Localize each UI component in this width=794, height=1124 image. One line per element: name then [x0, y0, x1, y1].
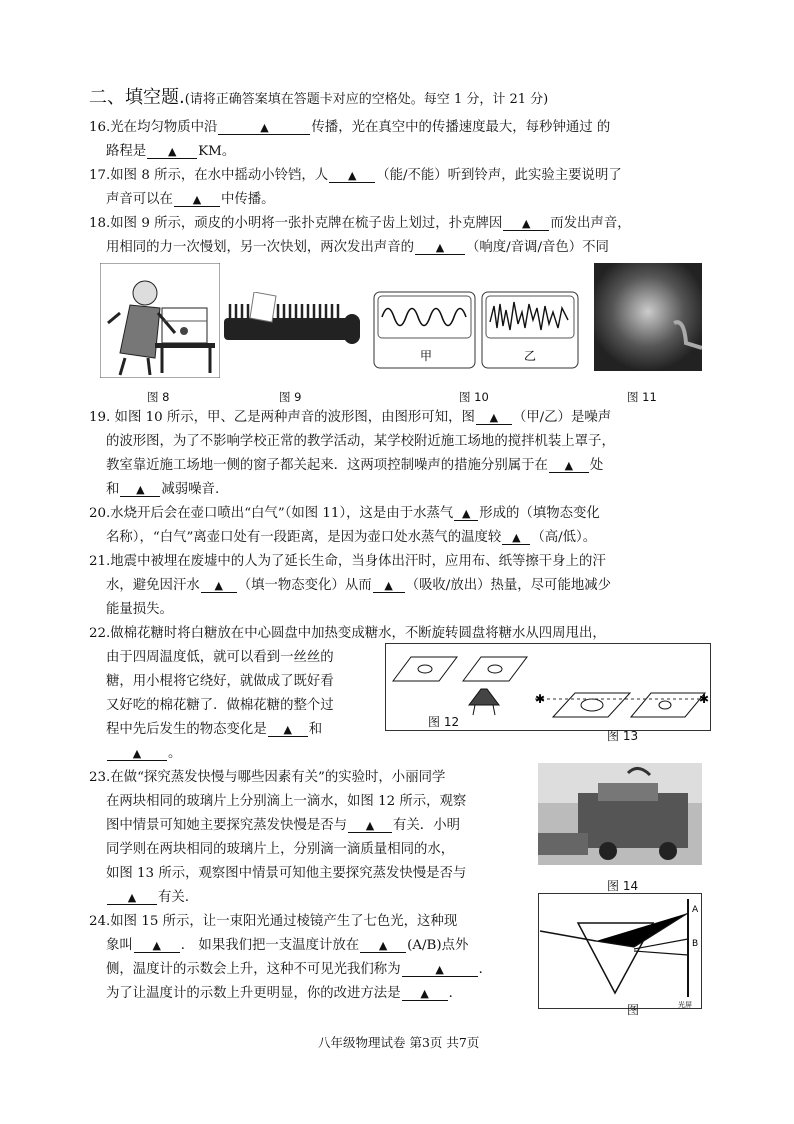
answer-blank — [329, 169, 375, 183]
blank-marker: ▲ — [192, 193, 202, 206]
figure-14-image — [538, 763, 702, 865]
figure-12-caption: 图 12 — [428, 715, 460, 729]
question-24-line-3 — [106, 963, 492, 977]
answer-blank — [360, 939, 406, 953]
wave-label-yi: 乙 — [524, 349, 537, 363]
question-18-line-2 — [106, 241, 609, 255]
q19-text: 19. 如图 10 所示，甲、乙是两种声音的波形图，由图形可知，图 — [89, 410, 475, 425]
question-20-line-2 — [106, 531, 596, 545]
blank-marker: ▲ — [127, 891, 137, 904]
q18-text: 而发出声音， — [550, 216, 631, 231]
q20-text: 名称），“白气”离壶口处有一段距离，是因为壶口处水蒸气的温度较 — [106, 530, 502, 545]
blank-marker: ▲ — [167, 145, 177, 158]
answer-blank — [107, 891, 157, 905]
q21-text: 21.地震中被埋在废墟中的人为了延长生命，当身体出汗时，应用布、纸等擦干身上的汗 — [89, 554, 606, 569]
answer-blank — [348, 819, 392, 833]
q18-text: 用相同的力一次慢划，另一次快划，两次发出声音的 — [106, 240, 414, 255]
screen-label: 光屏 — [678, 1001, 692, 1009]
blank-marker: ▲ — [214, 579, 223, 592]
question-19-line-3 — [106, 459, 603, 473]
answer-blank — [201, 579, 237, 593]
answer-blank — [503, 217, 549, 231]
blank-marker: ▲ — [564, 459, 574, 472]
q17-text: 声音可以在 — [106, 192, 173, 207]
q18-text: 18.如图 9 所示，顽皮的小明将一张扑克牌在梳子齿上划过，扑克牌因 — [89, 216, 503, 231]
answer-blank — [402, 987, 448, 1001]
q16-text: 16.光在均匀物质中沿 — [89, 120, 218, 135]
question-19-line-2 — [106, 435, 615, 448]
blank-marker: ▲ — [260, 121, 269, 134]
q21-text: 水，避免因汗水 — [106, 578, 200, 593]
figure-11-caption: 图 11 — [627, 390, 657, 404]
q17-text: （能/不能）听到铃声，此实验主要说明了 — [376, 168, 622, 183]
question-24-line-1 — [89, 915, 457, 928]
blank-marker: ▲ — [462, 507, 471, 520]
q23-text: 23.在做“探究蒸发快慢与哪些因素有关”的实验时，小丽同学 — [89, 770, 446, 785]
answer-blank — [549, 459, 589, 473]
q24-text: 为了让温度计的示数上升更明显，你的改进方法是 — [106, 986, 401, 1001]
answer-blank — [476, 411, 512, 425]
q17-text: 中传播。 — [220, 192, 275, 207]
figure-15-image — [538, 893, 702, 1009]
q16-text: 路程是 — [106, 144, 147, 159]
q23-text: 在两块相同的玻璃片上分别滴上一滴水，如图 12 所示，观察 — [106, 794, 467, 809]
question-17-line-2 — [106, 193, 275, 207]
question-23-line-1 — [89, 771, 445, 784]
figure-10-caption: 图 10 — [459, 390, 489, 404]
q18-text: （响度/音调/音色）不同 — [465, 240, 609, 255]
blank-marker: ▲ — [365, 819, 375, 832]
q24-text: (A/B)点外 — [407, 938, 469, 953]
answer-blank — [107, 747, 167, 761]
question-22-line-6 — [106, 747, 181, 761]
figure-15-caption: 图 — [627, 1003, 640, 1017]
question-21-line-2 — [106, 579, 611, 593]
answer-blank — [147, 145, 197, 159]
question-22-line-2 — [106, 651, 334, 664]
wave-label-jia: 甲 — [420, 349, 433, 363]
q24-text: 24.如图 15 所示，让一束阳光通过棱镜产生了七色光，这种现 — [89, 914, 458, 929]
answer-blank — [415, 241, 465, 255]
figure-8-image — [100, 263, 220, 378]
q16-text: 传播，光在真空中的传播速度最大，每秒钟通过 的 — [311, 120, 611, 135]
blank-marker: ▲ — [136, 483, 145, 496]
question-21-line-1 — [89, 555, 606, 568]
q19-text: 和 — [106, 482, 120, 497]
q19-text: （甲/乙）是噪声 — [512, 410, 612, 425]
q19-text: 处 — [589, 458, 604, 473]
svg-text:✱: ✱ — [699, 692, 710, 706]
q21-text: 能量损失。 — [106, 602, 173, 617]
blank-marker: ▲ — [522, 217, 531, 230]
answer-blank — [218, 121, 310, 135]
q24-text: 象叫 — [106, 938, 133, 953]
question-17-line-1 — [89, 169, 622, 183]
page-footer: 八年级物理试卷 第3页 共7页 — [318, 1035, 480, 1050]
figure-8-caption: 图 8 — [147, 390, 170, 404]
blank-marker: ▲ — [420, 987, 429, 1000]
point-b-label: B — [692, 939, 699, 949]
blank-marker: ▲ — [435, 241, 445, 254]
question-18-line-1 — [89, 217, 631, 231]
figure-14-caption: 图 14 — [607, 879, 639, 893]
question-24-line-2 — [106, 939, 468, 953]
section-heading — [89, 89, 548, 107]
q22-text: 和 — [308, 722, 323, 737]
answer-blank — [502, 531, 530, 545]
q17-text: 17.如图 8 所示，在水中摇动小铃铛，人 — [89, 168, 329, 183]
question-23-line-6 — [106, 891, 189, 905]
question-19-line-4 — [106, 483, 219, 497]
question-23-line-3 — [106, 819, 460, 833]
answer-blank — [268, 723, 308, 737]
q22-text: 。 — [168, 746, 182, 761]
q19-text: 的波形图，为了不影响学校正常的教学活动，某学校附近施工场地的搅拌机装上罩子， — [106, 434, 615, 449]
question-22-line-1 — [89, 627, 606, 640]
question-16-line-1 — [89, 121, 610, 135]
q24-text: 侧，温度计的示数会上升，这种不可见光我们称为 — [106, 962, 401, 977]
answer-blank — [134, 939, 180, 953]
q16-text: KM。 — [198, 144, 236, 159]
blank-marker: ▲ — [384, 579, 393, 592]
answer-blank — [402, 963, 478, 977]
answer-blank — [174, 193, 220, 207]
figure-9-caption: 图 9 — [279, 390, 302, 404]
q22-text: 糖，用小棍将它绕好，就做成了既好看 — [106, 674, 334, 689]
q24-text: ． — [448, 986, 462, 1001]
blank-marker: ▲ — [132, 747, 142, 760]
question-23-line-4 — [106, 843, 454, 856]
q19-text: 教室靠近施工场地一侧的窗子都关起来．这两项控制噪声的措施分别属于在 — [106, 458, 548, 473]
q22-text: 又好吃的棉花糖了．做棉花糖的整个过 — [106, 698, 334, 713]
q23-text: 如图 13 所示，观察图中情景可知他主要探究蒸发快慢是否与 — [106, 866, 467, 881]
figure-13-caption: 图 13 — [607, 729, 639, 743]
q20-text: 20.水烧开后会在壶口喷出“白气”（如图 11），这是由于水蒸气 — [89, 506, 454, 521]
q22-text: 程中先后发生的物态变化是 — [106, 722, 267, 737]
question-23-line-5 — [106, 867, 466, 880]
q19-text: 减弱噪音. — [161, 482, 220, 497]
svg-text:✱: ✱ — [535, 692, 546, 706]
blank-marker: ▲ — [512, 531, 521, 544]
question-24-line-4 — [106, 987, 462, 1001]
section-note: (请将正确答案填在答题卡对应的空格处。每空 1 分，计 21 分) — [184, 92, 549, 107]
question-16-line-2 — [106, 145, 235, 159]
blank-marker: ▲ — [347, 169, 357, 182]
figure-11-image — [594, 263, 702, 371]
figure-9-image — [224, 292, 360, 346]
q24-text: ． — [478, 962, 492, 977]
answer-blank — [120, 483, 160, 497]
q23-text: 有关．小明 — [393, 818, 460, 833]
question-20-line-1 — [89, 507, 600, 521]
blank-marker: ▲ — [378, 939, 388, 952]
q20-text: 形成的（填物态变化 — [479, 506, 600, 521]
blank-marker: ▲ — [152, 939, 162, 952]
blank-marker: ▲ — [435, 963, 444, 976]
question-19-line-1 — [89, 411, 611, 425]
question-22-line-5 — [106, 723, 322, 737]
point-a-label: A — [692, 905, 699, 915]
answer-blank — [454, 507, 478, 521]
question-23-line-2 — [106, 795, 466, 808]
section-title: 二、填空题. — [89, 87, 185, 108]
question-22-line-4 — [106, 699, 334, 712]
q23-text: 图中情景可知她主要探究蒸发快慢是否与 — [106, 818, 348, 833]
q24-text: ． 如果我们把一支温度计放在 — [180, 938, 360, 953]
answer-blank — [373, 579, 405, 593]
blank-marker: ▲ — [489, 411, 499, 424]
q21-text: （吸收/放出）热量，尽可能地减少 — [405, 578, 612, 593]
figure-10-image — [372, 290, 580, 370]
question-21-line-3 — [106, 603, 173, 616]
q23-text: 同学则在两块相同的玻璃片上，分别滴一滴质量相同的水， — [106, 842, 455, 857]
q22-text: 由于四周温度低，就可以看到一丝丝的 — [106, 650, 334, 665]
q22-text: 22.做棉花糖时将白糖放在中心圆盘中加热变成糖水，不断旋转圆盘将糖水从四周甩出， — [89, 626, 606, 641]
blank-marker: ▲ — [283, 723, 292, 736]
q23-text: 有关. — [158, 890, 190, 905]
question-22-line-3 — [106, 675, 334, 688]
q21-text: （填一物态变化）从而 — [237, 578, 372, 593]
q20-text: （高/低）。 — [531, 530, 597, 545]
